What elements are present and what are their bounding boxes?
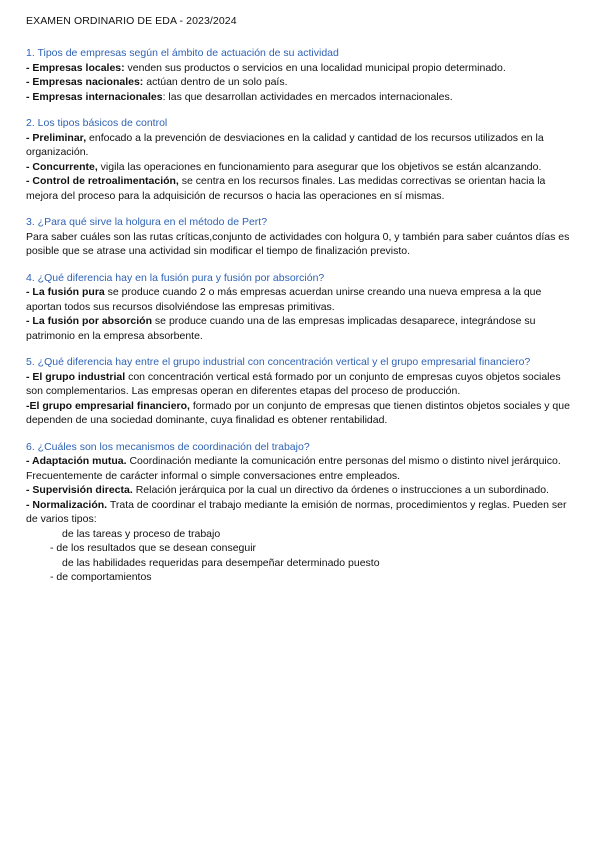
term: - Empresas locales:: [26, 61, 125, 74]
section-5: [26, 355, 574, 428]
answer-paragraph: [26, 160, 574, 175]
answer-paragraph: [26, 230, 574, 259]
answer-paragraph: [26, 399, 574, 428]
list-item: - de los resultados que se desean conseguir: [50, 542, 257, 554]
term: - Empresas nacionales:: [26, 76, 144, 88]
definition: Relación jerárquica por la cual un directivo da órdenes o instrucciones a un subordinado.: [132, 484, 549, 496]
definition: se centra en los recursos finales. Las medidas correctivas se orientan hacia la mejora del proceso para la adquisición de recursos o hacia las operaciones en sí mismas.: [26, 175, 546, 202]
definition: formado por un conjunto de empresas que tienen distintos objetos sociales y que dependen de una sociedad dominante, cuya finalidad es obtener rentabilidad.: [26, 399, 570, 426]
term: - Normalización.: [26, 498, 108, 511]
definition: con concentración vertical está formado por un conjunto de empresas cuyos objetos sociales son complementarios. Las empresas operan en diferentes etapas del proceso de producción.: [26, 370, 561, 397]
section-1: [26, 46, 574, 104]
definition: enfocado a la prevención de desviaciones en la calidad y cantidad de los recursos utilizados en la organización.: [26, 131, 544, 158]
definition: Coordinación mediante la comunicación entre personas del mismo o distinto nivel jerárquico. Frecuentemente de carácter informal o simple conversaciones entre empleados.: [26, 455, 561, 482]
term: - Concurrente,: [26, 160, 98, 173]
list-item: de las habilidades requeridas para desempeñar determinado puesto: [62, 556, 380, 569]
section-4: [26, 271, 574, 344]
term: - Adaptación mutua.: [26, 455, 127, 467]
answer-paragraph: [26, 483, 574, 498]
answer-paragraph: [26, 61, 574, 76]
answer-paragraph: [26, 454, 574, 483]
definition: Trata de coordinar el trabajo mediante la emisión de normas, procedimientos y reglas. Pueden ser de varios tipos:: [26, 498, 567, 525]
term: - El grupo industrial: [26, 370, 126, 383]
answer-paragraph: [26, 314, 574, 343]
question-heading: 5. ¿Qué diferencia hay entre el grupo industrial con concentración vertical y el grupo empresarial financiero?: [26, 356, 531, 368]
answer-paragraph: [26, 75, 574, 90]
section-6: [26, 440, 574, 585]
definition: : las que desarrollan actividades en mercados internacionales.: [162, 90, 453, 103]
question-heading: 1. Tipos de empresas según el ámbito de actuación de su actividad: [26, 47, 339, 59]
answer-paragraph: [26, 498, 574, 527]
definition: actúan dentro de un solo país.: [143, 76, 288, 88]
list-item: de las tareas y proceso de trabajo: [62, 527, 221, 540]
answer-paragraph: [26, 90, 574, 105]
answer-paragraph: [26, 131, 574, 160]
answer-paragraph: [26, 370, 574, 399]
term: -El grupo empresarial financiero,: [26, 399, 190, 412]
answer-paragraph: [26, 285, 574, 314]
term: - Control de retroalimentación,: [26, 175, 179, 187]
question-heading: 4. ¿Qué diferencia hay en la fusión pura y fusión por absorción?: [26, 271, 325, 284]
question-heading: 2. Los tipos básicos de control: [26, 117, 168, 129]
definition: vigila las operaciones en funcionamiento para asegurar que los objetivos se están alcanzando.: [97, 160, 542, 173]
term: - La fusión por absorción: [26, 315, 153, 327]
definition: se produce cuando 2 o más empresas acuerdan unirse creando una nueva empresa a la que aportan todos sus recursos disolviéndose las empresas primitivas.: [26, 286, 542, 313]
term: - Empresas internacionales: [26, 90, 163, 103]
question-heading: 3. ¿Para qué sirve la holgura en el método de Pert?: [26, 216, 268, 228]
term: - La fusión pura: [26, 286, 105, 298]
term: - Preliminar,: [26, 131, 87, 144]
definition: Para saber cuáles son las rutas críticas,conjunto de actividades con holgura 0, y también para saber cuántos días es posible que se atrase una actividad sin modificar el tiempo de finalización previsto.: [26, 230, 570, 257]
section-3: [26, 215, 574, 259]
document-title: EXAMEN ORDINARIO DE EDA - 2023/2024: [26, 15, 237, 27]
question-heading: 6. ¿Cuáles son los mecanismos de coordinación del trabajo?: [26, 440, 310, 453]
definition: venden sus productos o servicios en una localidad municipal propio determinado.: [124, 61, 506, 74]
definition: se produce cuando una de las empresas implicadas desaparece, integrándose su patrimonio en la empresa absorbente.: [26, 315, 536, 342]
answer-paragraph: [26, 174, 574, 203]
list-item: - de comportamientos: [50, 571, 152, 583]
term: - Supervisión directa.: [26, 484, 133, 496]
section-2: [26, 116, 574, 203]
